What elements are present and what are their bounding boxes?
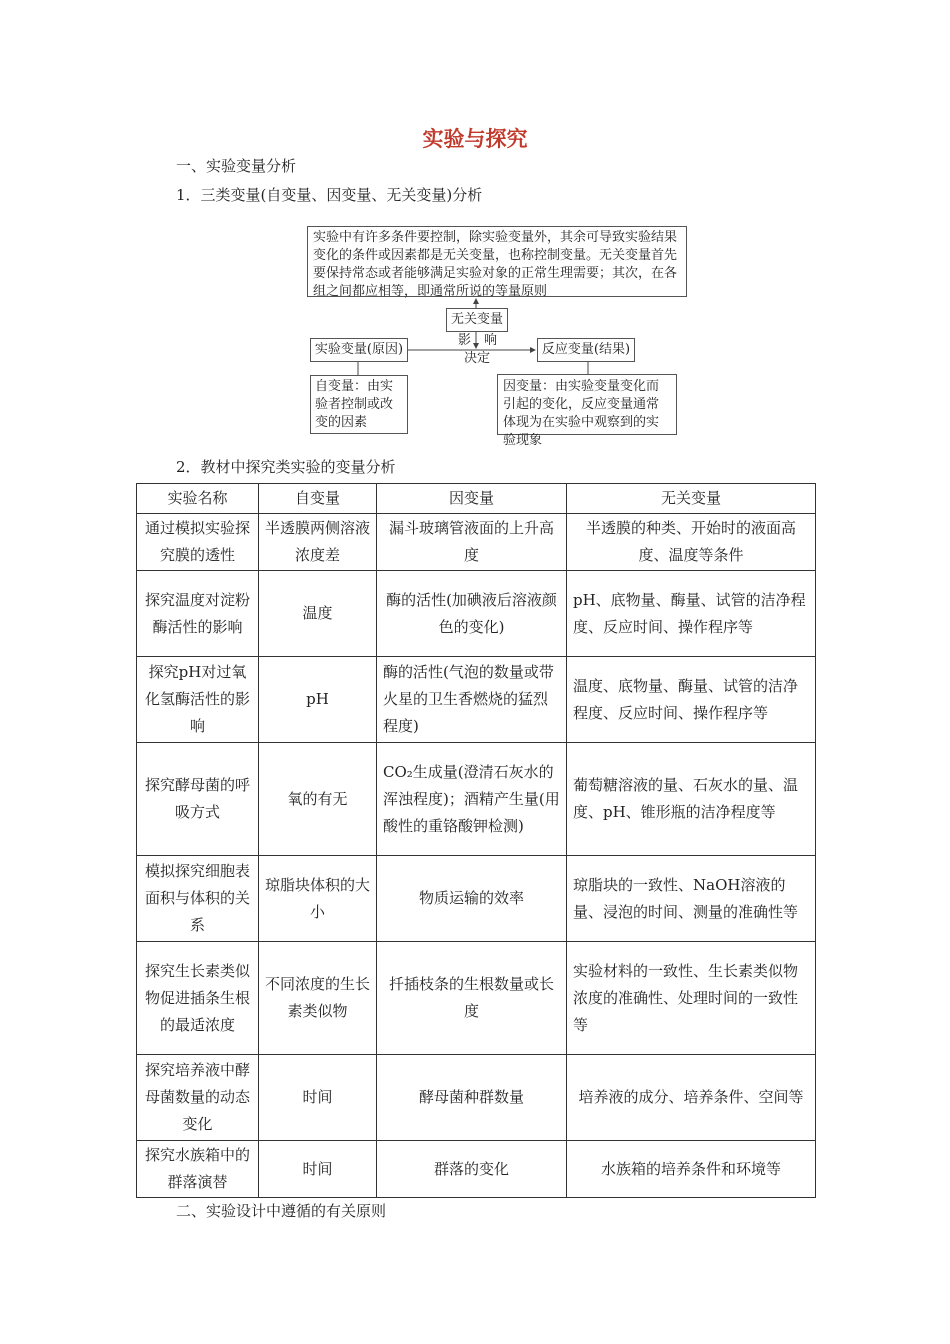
header-cell: 实验名称 [137,484,259,514]
table-cell: 探究温度对淀粉酶活性的影响 [137,571,259,657]
table-cell: 物质运输的效率 [377,856,567,942]
table-cell: 葡萄糖溶液的量、石灰水的量、温度、pH、锥形瓶的洁净程度等 [567,743,816,856]
table-cell: 琼脂块体积的大小 [259,856,377,942]
header-cell: 无关变量 [567,484,816,514]
influence-label: 影 响 [458,333,498,348]
table-cell: 时间 [259,1141,377,1198]
table-row [137,514,816,571]
table-cell: 通过模拟实验探究膜的透性 [137,514,259,571]
table-cell: 半透膜两侧溶液浓度差 [259,514,377,571]
independent-variable-description: 自变量：由实验者控制或改变的因素 [310,375,408,434]
table-cell: 探究酵母菌的呼吸方式 [137,743,259,856]
table-row [137,571,816,657]
table-cell: 不同浓度的生长素类似物 [259,942,377,1055]
table-cell: 实验材料的一致性、生长素类似物浓度的准确性、处理时间的一致性等 [567,942,816,1055]
table-cell: 温度、底物量、酶量、试管的洁净程度、反应时间、操作程序等 [567,657,816,743]
table-cell: 水族箱的培养条件和环境等 [567,1141,816,1198]
table-cell: pH、底物量、酶量、试管的洁净程度、反应时间、操作程序等 [567,571,816,657]
table-cell: 酶的活性(加碘液后溶液颜色的变化) [377,571,567,657]
dependent-variable-box: 反应变量(结果) [537,338,635,362]
table-row [137,1055,816,1141]
table-cell: 群落的变化 [377,1141,567,1198]
table-row [137,1141,816,1198]
table-cell: 时间 [259,1055,377,1141]
table-cell: 探究水族箱中的群落演替 [137,1141,259,1198]
table-cell: 温度 [259,571,377,657]
subheading-2: 2．教材中探究类实验的变量分析 [176,458,396,476]
table-cell: 半透膜的种类、开始时的液面高度、温度等条件 [567,514,816,571]
section-heading-1: 一、实验变量分析 [176,157,297,175]
table-cell: 培养液的成分、培养条件、空间等 [567,1055,816,1141]
header-cell: 因变量 [377,484,567,514]
irrelevant-variable-description: 实验中有许多条件要控制，除实验变量外，其余可导致实验结果变化的条件或因素都是无关变量，也称控制变量。无关变量首先要保持常态或者能够满足实验对象的正常生理需要；其次，在各组之间都应相等，即通常所说的等量原则 [307,226,687,297]
header-cell: 自变量 [259,484,377,514]
page-title: 实验与探究 [422,127,528,151]
table-cell: 探究pH对过氧化氢酶活性的影响 [137,657,259,743]
table-cell: 探究培养液中酵母菌数量的动态变化 [137,1055,259,1141]
subheading-1: 1．三类变量(自变量、因变量、无关变量)分析 [176,186,483,204]
table-cell: pH [259,657,377,743]
table-row [137,743,816,856]
variables-table [136,483,816,1198]
table-cell: 漏斗玻璃管液面的上升高度 [377,514,567,571]
table-row [137,942,816,1055]
table-row [137,657,816,743]
independent-variable-box: 实验变量(原因) [310,338,408,362]
table-cell: 扦插枝条的生根数量或长度 [377,942,567,1055]
table-cell: 酶的活性(气泡的数量或带火星的卫生香燃烧的猛烈程度) [377,657,567,743]
dependent-variable-description: 因变量：由实验变量变化而引起的变化，反应变量通常体现为在实验中观察到的实验现象 [497,374,677,435]
table-cell: 酵母菌种群数量 [377,1055,567,1141]
table-cell: 琼脂块的一致性、NaOH溶液的量、浸泡的时间、测量的准确性等 [567,856,816,942]
table-header-row [137,484,816,514]
table-cell: CO₂生成量(澄清石灰水的浑浊程度)；酒精产生量(用酸性的重铬酸钾检测) [377,743,567,856]
irrelevant-variable-box: 无关变量 [446,308,508,332]
diagram-connectors [0,0,950,440]
table-cell: 氧的有无 [259,743,377,856]
decide-label: 决定 [464,351,491,366]
table-cell: 模拟探究细胞表面积与体积的关系 [137,856,259,942]
table-cell: 探究生长素类似物促进插条生根的最适浓度 [137,942,259,1055]
table-row [137,856,816,942]
section-heading-2: 二、实验设计中遵循的有关原则 [176,1202,387,1220]
